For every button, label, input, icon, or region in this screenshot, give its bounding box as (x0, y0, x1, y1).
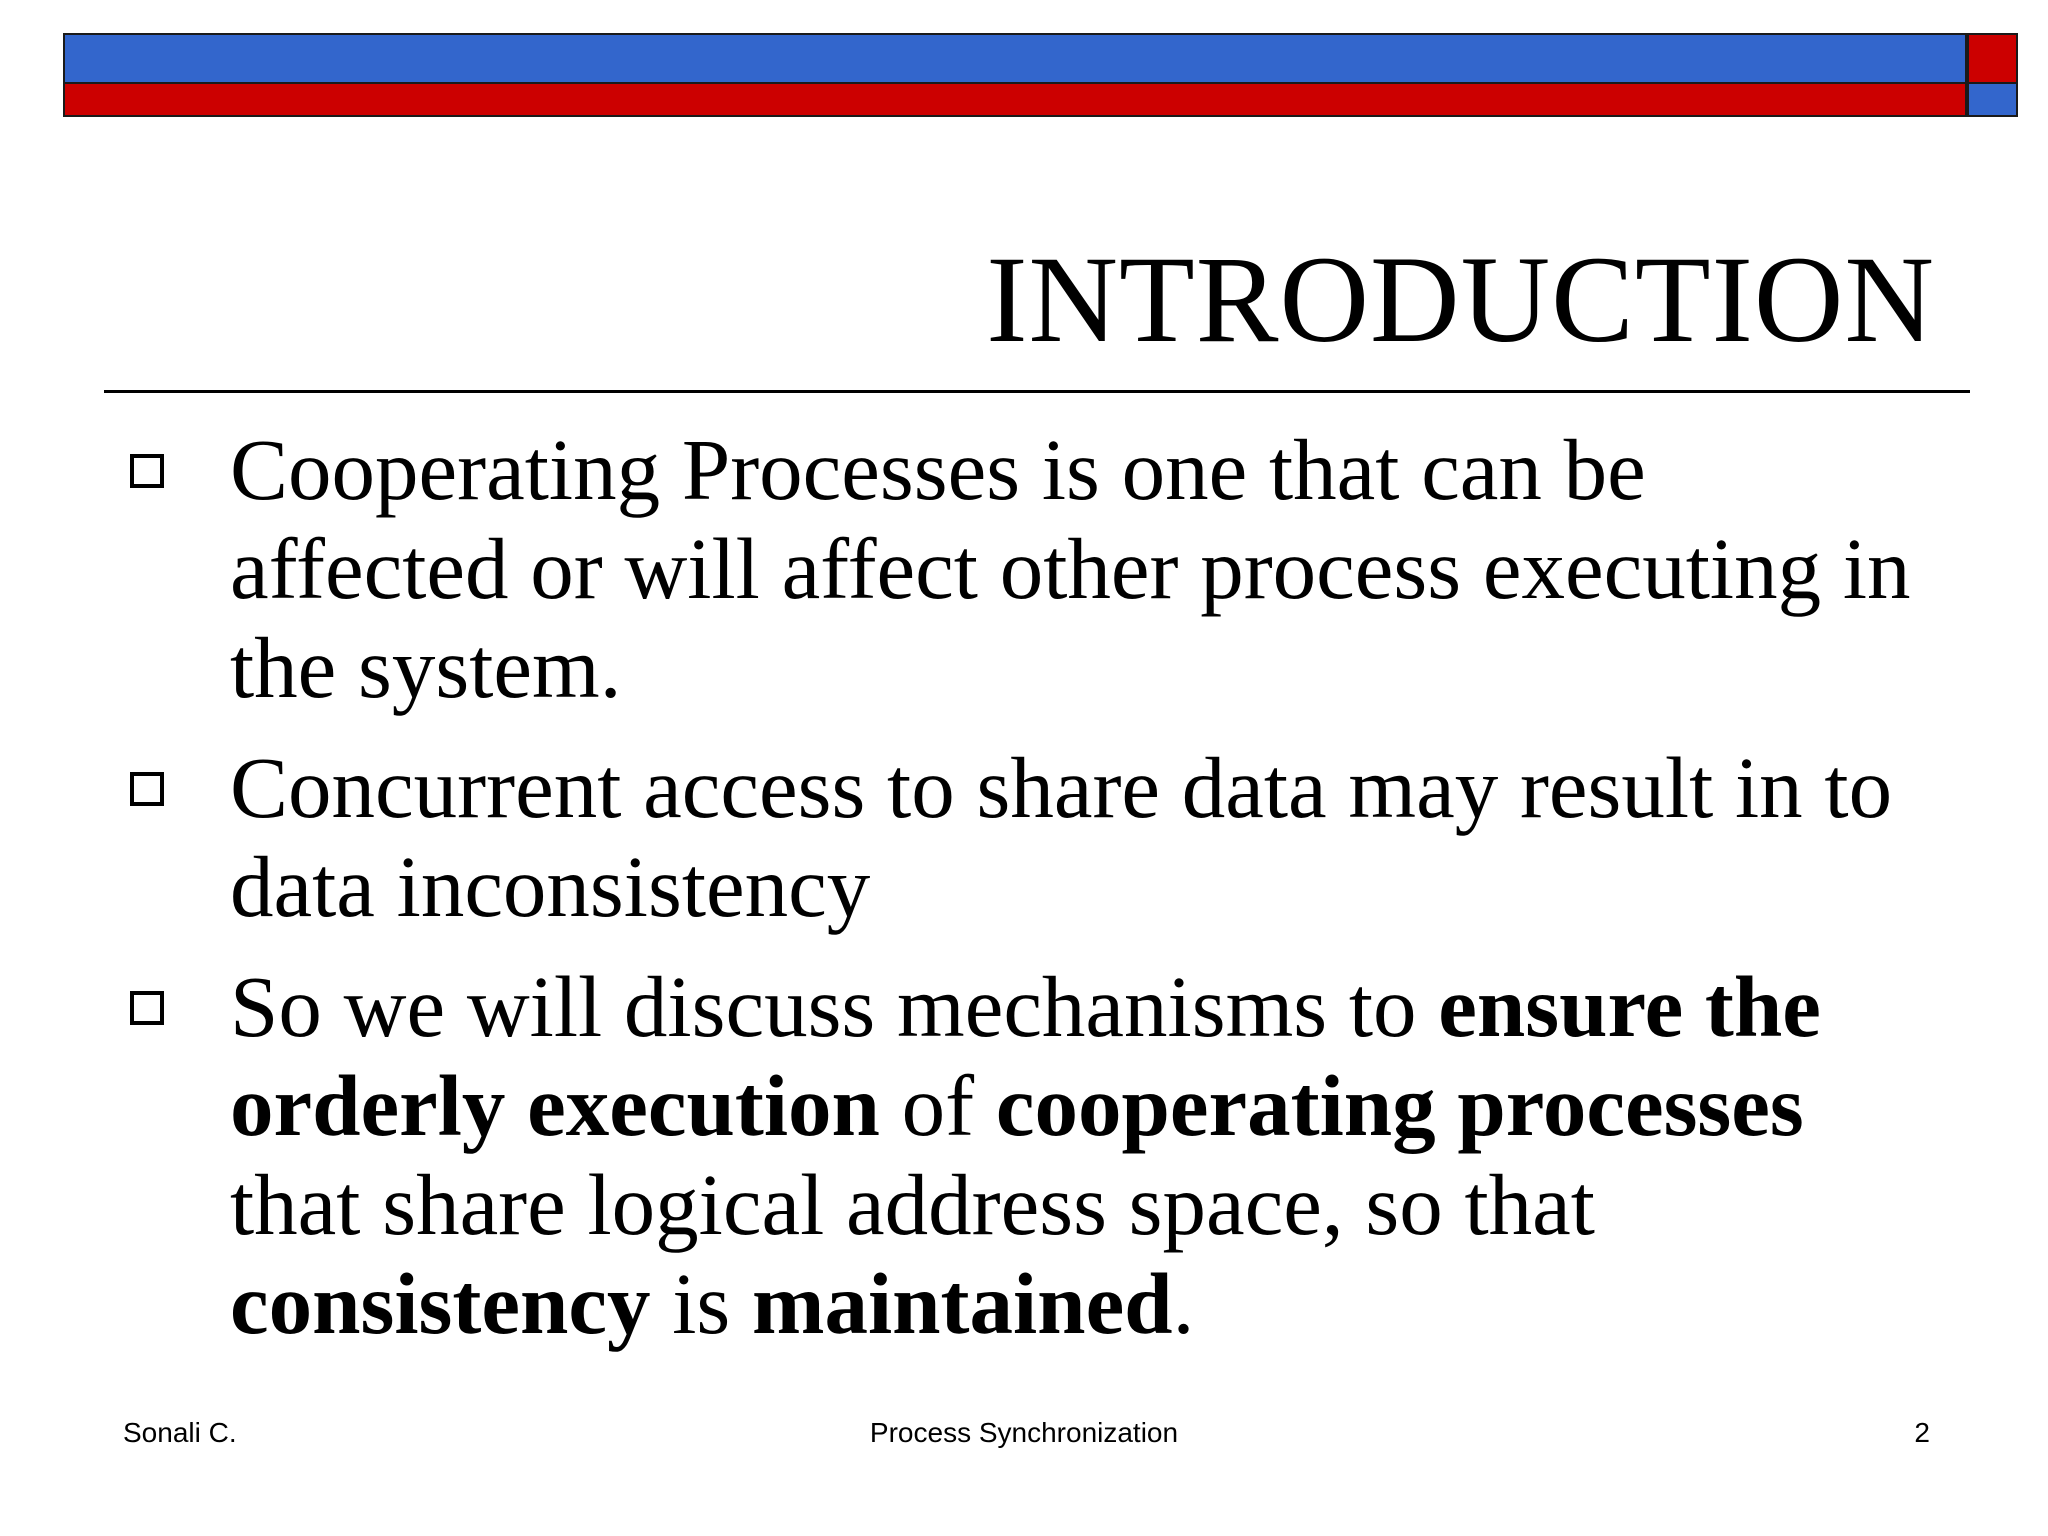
bullet-run: is (650, 1255, 753, 1352)
bullet-text (230, 958, 1821, 1352)
bullet-emphasis: maintained (752, 1255, 1173, 1352)
bullet-emphasis: ensure the orderly execution (230, 958, 1821, 1154)
title-divider (104, 390, 1970, 393)
bullet-item (130, 957, 1930, 1353)
bullet-text (230, 421, 1911, 716)
bullet-emphasis: cooperating processes (995, 1057, 1804, 1154)
bullet-run: . (1172, 1255, 1195, 1352)
bullet-run: Cooperating Processes is one that can be affected or will affect other process executing in the system. (230, 421, 1911, 716)
slide-title: INTRODUCTION (986, 231, 1935, 368)
bullet-item (130, 738, 1930, 936)
square-bullet-icon (130, 454, 164, 488)
bullet-item (130, 420, 1930, 717)
bullet-run: Concurrent access to share data may result in to data inconsistency (230, 739, 1893, 935)
bullet-run: of (879, 1057, 996, 1154)
banner-blue-square (1967, 83, 2018, 117)
footer-author: Sonali C. (123, 1417, 237, 1448)
footer-topic: Process Synchronization (869, 1417, 1179, 1448)
bullet-emphasis: consistency (230, 1255, 651, 1352)
square-bullet-icon (130, 772, 164, 806)
footer-page-number: 2 (1914, 1417, 1930, 1448)
bullet-run: that share logical address space, so that (230, 1156, 1595, 1253)
bullet-list (130, 420, 1930, 1374)
bullet-run: So we will discuss mechanisms to (230, 958, 1439, 1055)
header-banner (63, 33, 2018, 117)
square-bullet-icon (130, 991, 164, 1025)
bullet-text (230, 739, 1892, 935)
banner-blue-bar (63, 33, 1967, 83)
banner-red-bar (63, 83, 1967, 117)
banner-red-square (1967, 33, 2018, 83)
